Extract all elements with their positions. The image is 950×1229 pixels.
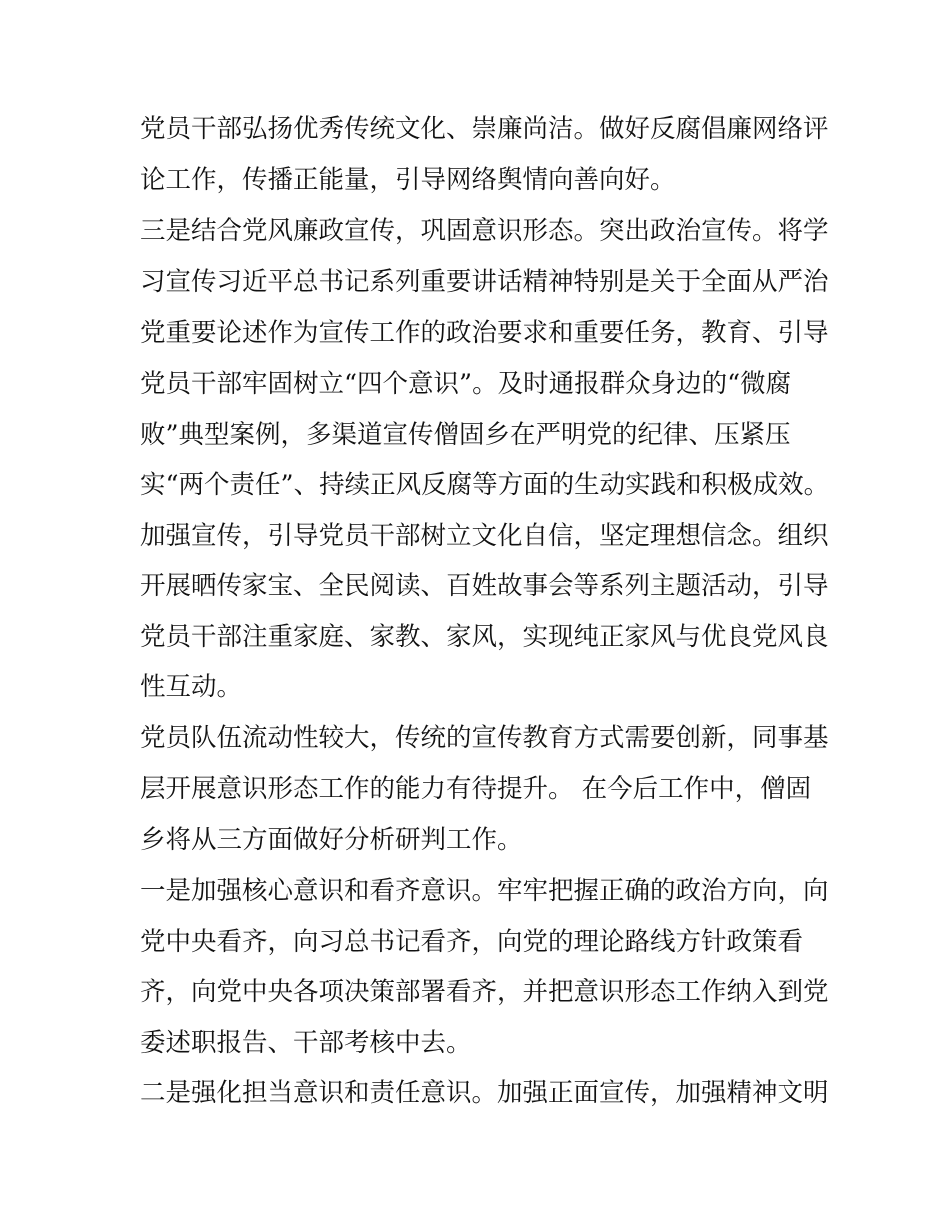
text-line: 一是加强核心意识和看齐意识。牢牢把握正确的政治方向，向 [140,876,829,906]
text-line: 委述职报告、干部考核中去。 [140,1028,472,1058]
text-line: 齐，向党中央各项决策部署看齐，并把意识形态工作纳入到党 [140,977,829,1007]
text-line: 层开展意识形态工作的能力有待提升。 在今后工作中，僧固 [140,774,812,804]
text-line: 乡将从三方面做好分析研判工作。 [140,825,523,855]
text-line: 党员队伍流动性较大，传统的宣传教育方式需要创新，同事基 [140,723,829,753]
text-line: 败”典型案例，多渠道宣传僧固乡在严明党的纪律、压紧压 [140,420,791,450]
text-line: 党员干部弘扬优秀传统文化、崇廉尚洁。做好反腐倡廉网络评 [140,114,829,144]
text-line: 党员干部牢固树立“四个意识”。及时通报群众身边的“微腐 [140,369,792,399]
text-line: 实“两个责任”、持续正风反腐等方面的生动实践和积极成效。 [140,470,830,500]
text-line: 党重要论述作为宣传工作的政治要求和重要任务，教育、引导 [140,318,829,348]
text-line: 习宣传习近平总书记系列重要讲话精神特别是关于全面从严治 [140,267,829,297]
text-line: 三是结合党风廉政宣传，巩固意识形态。突出政治宣传。将学 [140,216,829,246]
text-line: 二是强化担当意识和责任意识。加强正面宣传，加强精神文明 [140,1078,829,1108]
text-line: 加强宣传，引导党员干部树立文化自信，坚定理想信念。组织 [140,521,829,551]
text-line: 党中央看齐，向习总书记看齐，向党的理论路线方针政策看 [140,927,804,957]
text-line: 性互动。 [140,672,243,702]
text-line: 开展晒传家宝、全民阅读、百姓故事会等系列主题活动，引导 [140,571,829,601]
text-line: 论工作，传播正能量，引导网络舆情向善向好。 [140,165,676,195]
text-line: 党员干部注重家庭、家教、家风，实现纯正家风与优良党风良 [140,622,829,652]
